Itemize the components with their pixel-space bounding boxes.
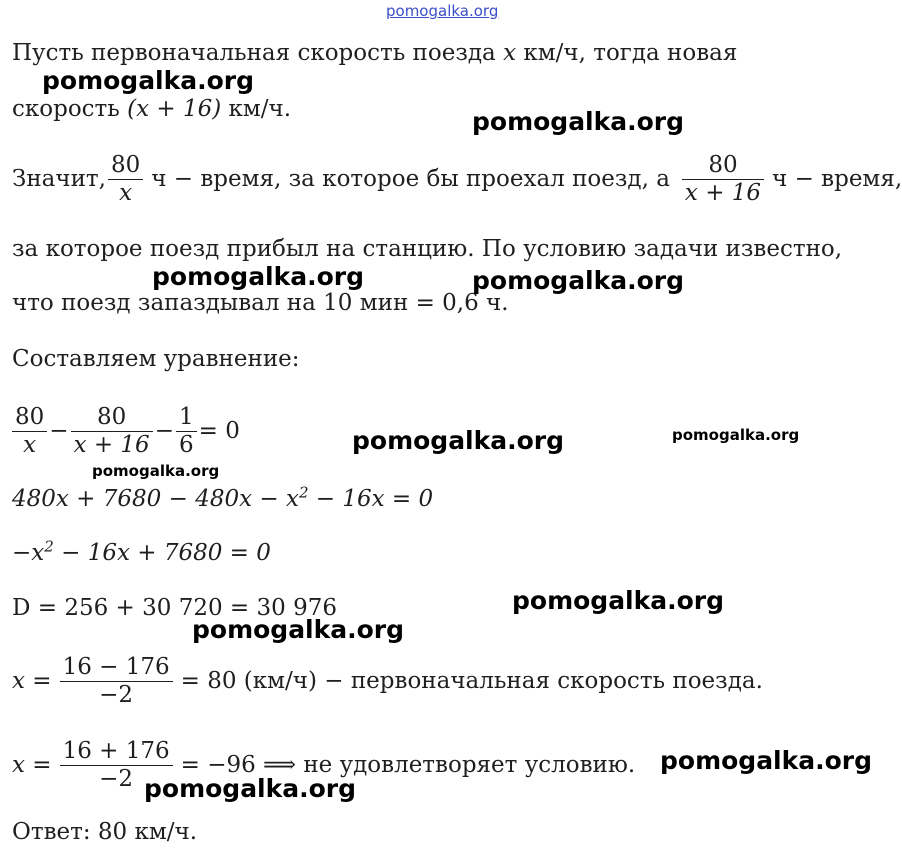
equation-lhs: x = bbox=[12, 752, 52, 778]
p1-var-x: x bbox=[503, 40, 517, 66]
exponent: 2 bbox=[298, 483, 309, 502]
exponent: 2 bbox=[44, 537, 54, 556]
watermark: pomogalka.org bbox=[512, 586, 725, 615]
fraction-numerator: 80 bbox=[15, 404, 45, 431]
top-watermark: pomogalka.org bbox=[386, 2, 499, 20]
fraction-denominator: x + 16 bbox=[682, 179, 764, 206]
paragraph-3: Составляем уравнение: bbox=[12, 346, 300, 372]
fraction-denominator: −2 bbox=[60, 765, 173, 792]
equation-text: −x bbox=[12, 540, 45, 566]
answer: Ответ: 80 км/ч. bbox=[12, 819, 198, 845]
equation-4-discriminant: D = 256 + 30 720 = 30 976 bbox=[12, 595, 337, 621]
watermark: pomogalka.org bbox=[42, 66, 255, 95]
fraction-80-over-x bbox=[108, 152, 143, 206]
equation-5-root-1 bbox=[12, 648, 763, 714]
fraction-numerator: 80 bbox=[96, 404, 127, 431]
equation-rhs: = 80 (км/ч) − первоначальная скорость поезда. bbox=[180, 668, 763, 694]
fraction-80-over-x-plus-16 bbox=[71, 404, 153, 458]
watermark: pomogalka.org bbox=[92, 462, 220, 480]
p1-text-b: км/ч, тогда новая bbox=[523, 40, 738, 66]
watermark: pomogalka.org bbox=[152, 262, 365, 291]
p2-text-b: ч − время, за которое бы проехал поезд, а bbox=[151, 166, 670, 192]
equation-3 bbox=[12, 537, 271, 566]
watermark: pomogalka.org bbox=[192, 615, 405, 644]
fraction-denominator: −2 bbox=[60, 681, 173, 708]
watermark: pomogalka.org bbox=[660, 746, 873, 775]
watermark: pomogalka.org bbox=[472, 266, 685, 295]
watermark: pomogalka.org bbox=[472, 107, 685, 136]
p1-text-c: скорость bbox=[12, 96, 120, 122]
p1-expr: (x + 16) bbox=[127, 96, 222, 122]
equation-2 bbox=[12, 483, 434, 512]
fraction-denominator: x + 16 bbox=[71, 431, 153, 458]
operator: − bbox=[154, 418, 174, 444]
paragraph-2-line-1 bbox=[12, 146, 902, 212]
paragraph-1-line-1 bbox=[12, 42, 737, 65]
paragraph-1-line-2 bbox=[12, 98, 291, 121]
p1-text-a: Пусть первоначальная скорость поезда bbox=[12, 40, 496, 66]
equation-text: 480x + 7680 − 480x − x bbox=[12, 486, 299, 512]
fraction-80-over-x-plus-16 bbox=[682, 152, 764, 206]
operator: − bbox=[49, 418, 69, 444]
paragraph-2-line-3: что поезд запаздывал на 10 мин = 0,6 ч. bbox=[12, 290, 509, 316]
fraction-numerator: 16 − 176 bbox=[62, 654, 170, 681]
fraction-numerator: 80 bbox=[110, 152, 141, 179]
equation-1 bbox=[12, 398, 240, 464]
fraction-denominator: 6 bbox=[176, 431, 197, 458]
fraction-1-over-6 bbox=[176, 404, 197, 458]
equation-text: − 16x + 7680 = 0 bbox=[61, 540, 271, 566]
fraction-denominator: x bbox=[12, 431, 47, 458]
fraction-root-1 bbox=[60, 654, 173, 708]
p2-text-c: ч − время, bbox=[772, 166, 902, 192]
watermark: pomogalka.org bbox=[672, 426, 800, 444]
equation-lhs: x = bbox=[12, 668, 52, 694]
p1-text-e: км/ч. bbox=[228, 96, 292, 122]
watermark: pomogalka.org bbox=[352, 426, 565, 455]
fraction-80-over-x bbox=[12, 404, 47, 458]
fraction-numerator: 1 bbox=[178, 404, 194, 431]
fraction-denominator: x bbox=[108, 179, 143, 206]
equation-rhs: = −96 ⟹ не удовлетворяет условию. bbox=[180, 752, 636, 778]
p2-text-a: Значит, bbox=[12, 166, 106, 192]
fraction-numerator: 16 + 176 bbox=[62, 738, 170, 765]
watermark: pomogalka.org bbox=[144, 774, 357, 803]
equation-rhs: = 0 bbox=[198, 418, 240, 444]
fraction-numerator: 80 bbox=[708, 152, 738, 179]
paragraph-2-line-2: за которое поезд прибыл на станцию. По условию задачи известно, bbox=[12, 236, 843, 262]
equation-text: − 16x = 0 bbox=[315, 486, 434, 512]
